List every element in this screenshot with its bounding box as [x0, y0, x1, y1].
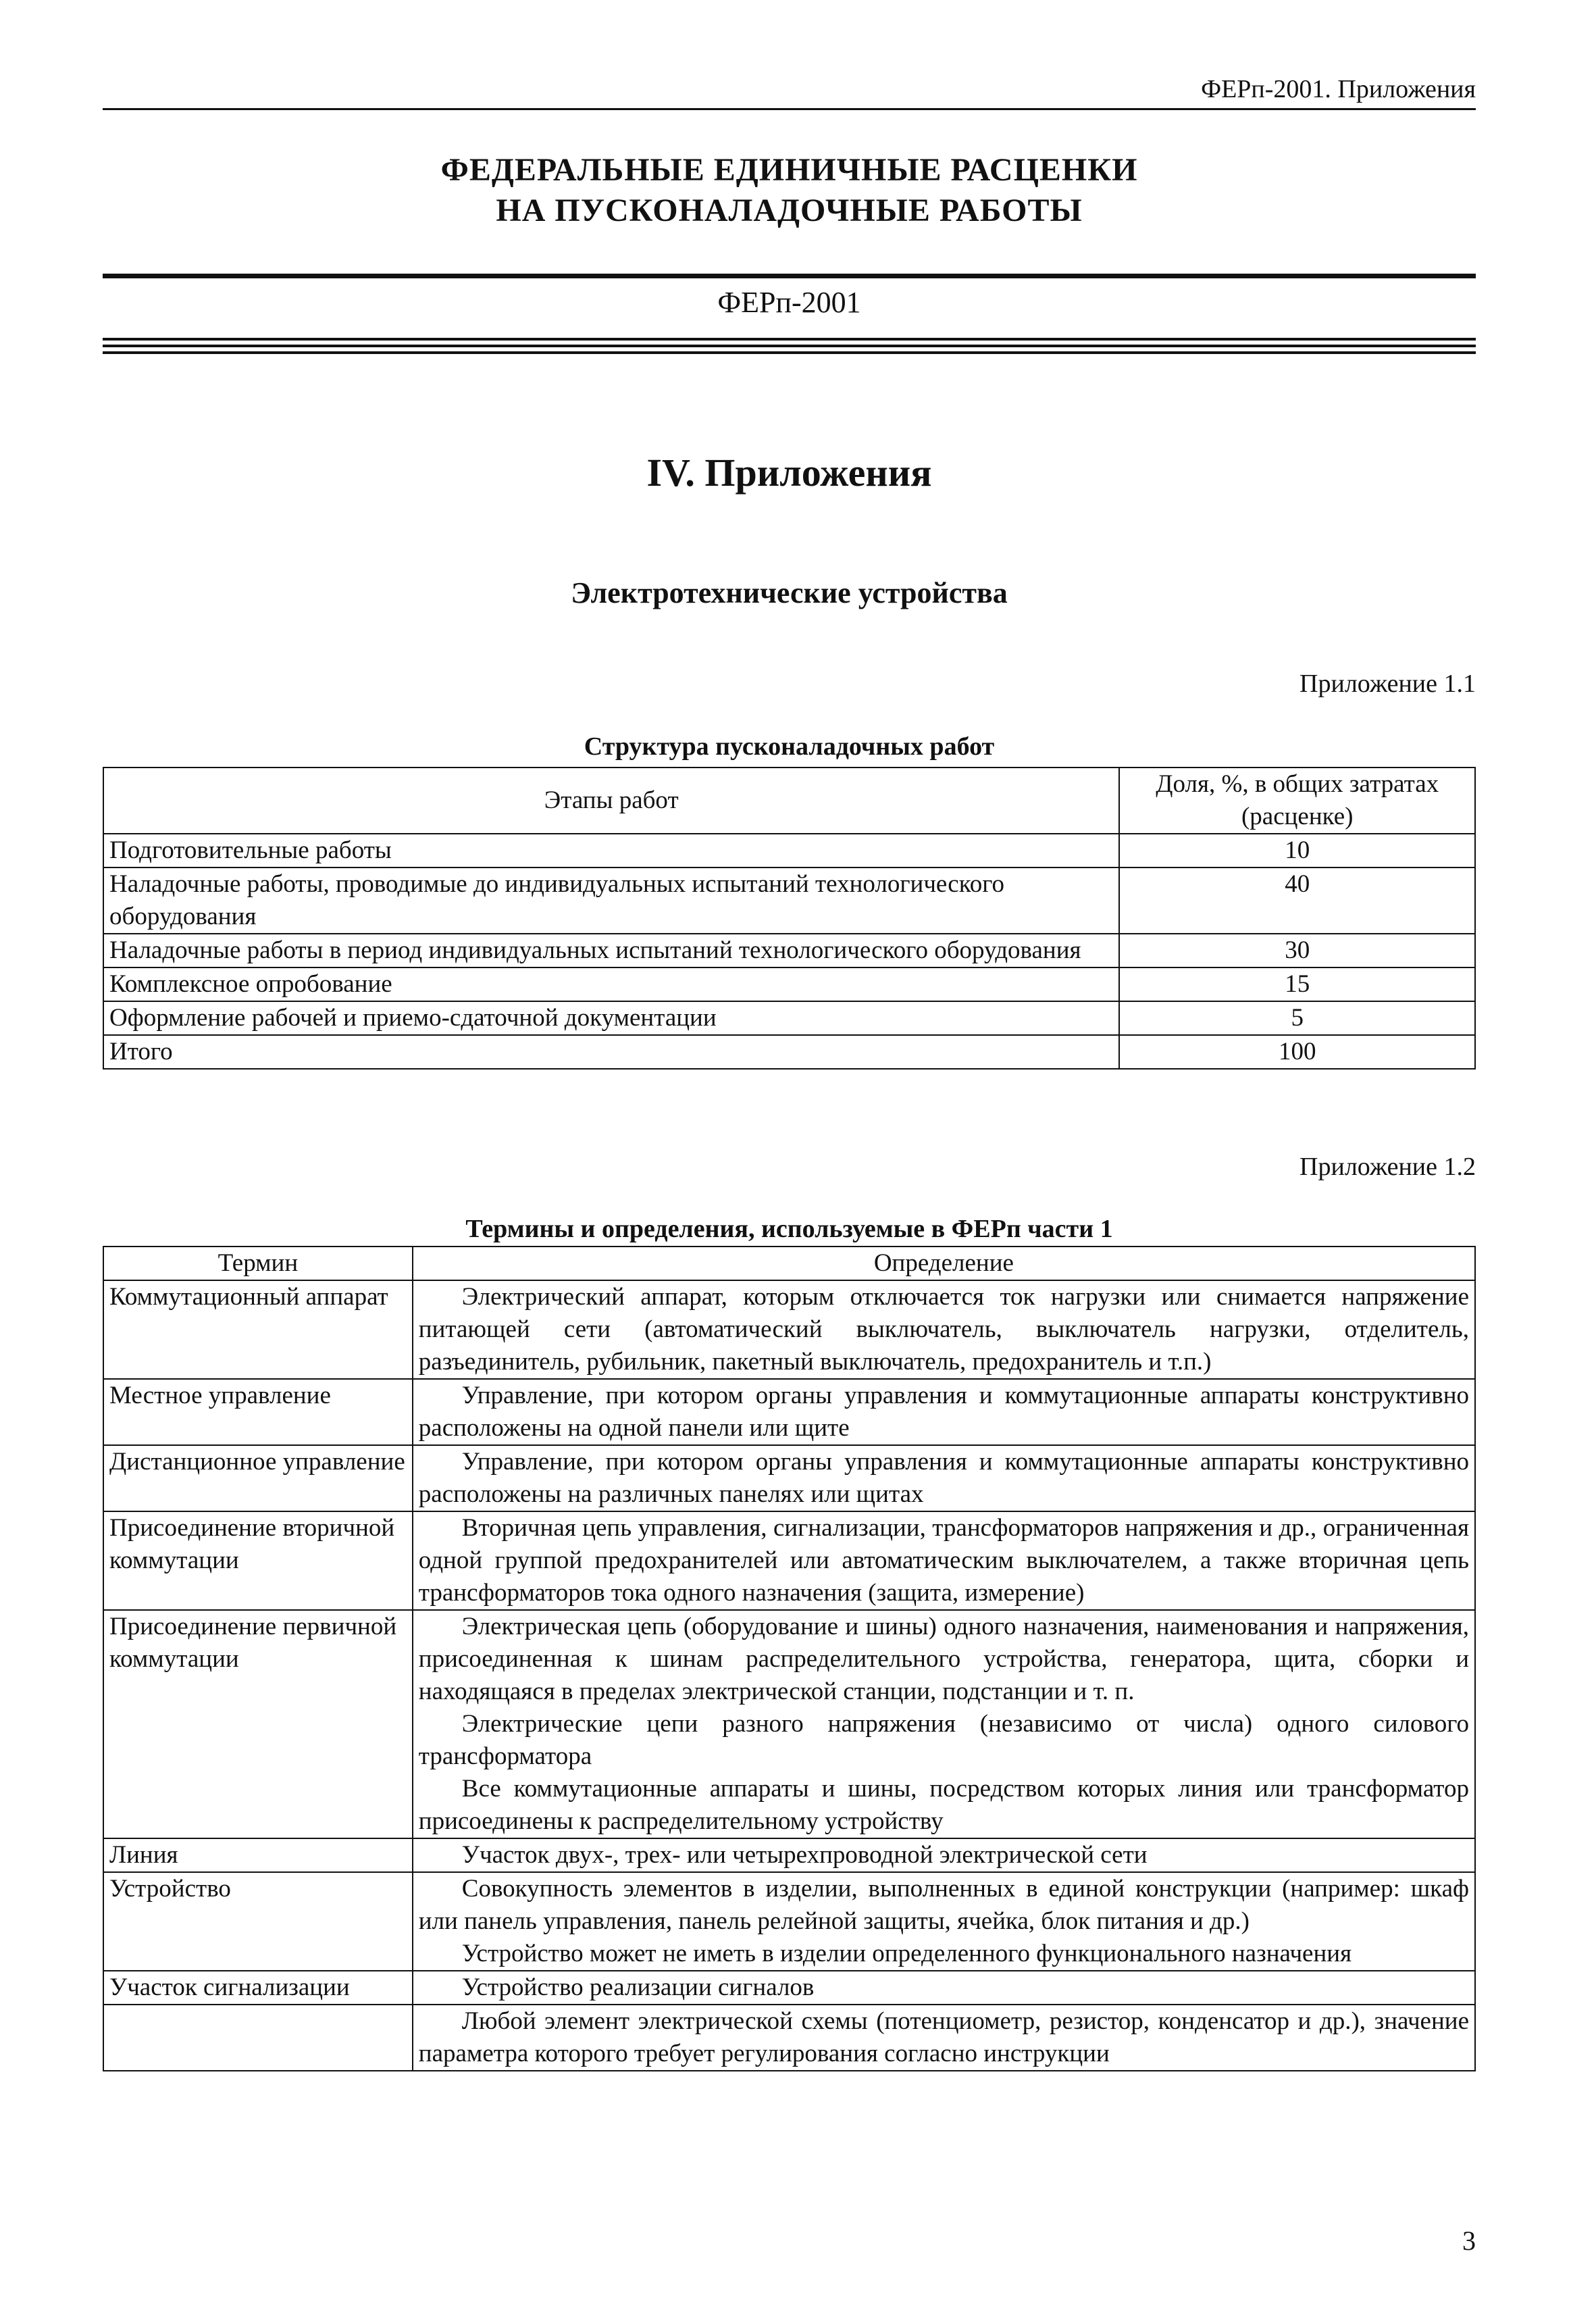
share-cell: 40: [1119, 867, 1475, 934]
definition-cell: [413, 1280, 1475, 1379]
appendix-1-1-caption: Структура пусконаладочных работ: [584, 732, 995, 761]
table-total-row: [103, 1035, 1475, 1069]
term-cell: Линия: [103, 1838, 413, 1872]
table-row: [103, 1971, 1475, 2005]
table-row: [103, 967, 1475, 1001]
table-row: [103, 1872, 1475, 1971]
term-cell: Устройство: [103, 1872, 413, 1971]
document-title: [103, 150, 1476, 231]
appendix-1-1-label: Приложение 1.1: [1299, 670, 1476, 698]
definition-paragraph: Управление, при котором органы управления и коммутационные аппараты конструктивно расположены на различных панелях или щитах: [418, 1448, 1469, 1508]
term-cell: Участок сигнализации: [103, 1971, 413, 2005]
definition-paragraph: Электрическая цепь (оборудование и шины) одного назначения, наименования и напряжения, присоединенная к шинам распределительного устройства, генератора, щита, сборки и находящаяся в пределах электрической станции, подстанции и т. п.: [418, 1613, 1469, 1705]
definition-cell: [413, 1379, 1475, 1445]
share-cell: 5: [1119, 1001, 1475, 1035]
definition-cell: [413, 2005, 1475, 2071]
definition-paragraph: Электрические цепи разного напряжения (независимо от числа) одного силового трансформатора: [418, 1710, 1469, 1770]
document-code: ФЕРп-2001: [717, 286, 861, 319]
definition-cell: [413, 1445, 1475, 1511]
work-structure-table: [103, 767, 1476, 1070]
header-definition: Определение: [413, 1247, 1475, 1280]
title-line-2: НА ПУСКОНАЛАДОЧНЫЕ РАБОТЫ: [496, 193, 1083, 228]
appendix-1-2-caption: Термины и определения, используемые в ФЕРп части 1: [465, 1215, 1113, 1243]
section-title: IV. Приложения: [646, 451, 932, 495]
stage-cell: Итого: [103, 1035, 1119, 1069]
definition-paragraph: Участок двух-, трех- или четырехпроводной электрической сети: [461, 1841, 1148, 1869]
term-cell: Дистанционное управление: [103, 1445, 413, 1511]
definition-paragraph: Устройство может не иметь в изделии определенного функционального назначения: [461, 1940, 1352, 1967]
definition-paragraph: Все коммутационные аппараты и шины, посредством которых линия или трансформатор присоединены к распределительному устройству: [418, 1775, 1469, 1835]
code-rule-2: [103, 345, 1476, 347]
share-cell: 10: [1119, 834, 1475, 867]
table-row: [103, 1001, 1475, 1035]
terms-table: [103, 1246, 1476, 2071]
table-header-row: [103, 768, 1475, 834]
term-cell: Местное управление: [103, 1379, 413, 1445]
stage-cell: Наладочные работы в период индивидуальных испытаний технологического оборудования: [103, 934, 1119, 967]
table-row: [103, 1379, 1475, 1445]
definition-cell: [413, 1971, 1475, 2005]
table-row: [103, 867, 1475, 934]
stage-cell: Оформление рабочей и приемо-сдаточной документации: [103, 1001, 1119, 1035]
table-row: [103, 934, 1475, 967]
definition-paragraph: Электрический аппарат, которым отключается ток нагрузки или снимается напряжение питающей сети (автоматический выключатель, выключатель нагрузки, отделитель, разъединитель, рубильник, пакетный выключатель, предохранитель и т.п.): [418, 1283, 1469, 1376]
header-stages: Этапы работ: [103, 768, 1119, 834]
term-cell: [103, 2005, 413, 2071]
header-rule: [103, 108, 1476, 110]
definition-cell: [413, 1610, 1475, 1838]
header-share: Доля, %, в общих затратах (расценке): [1119, 768, 1475, 834]
subsection-title: Электротехнические устройства: [571, 576, 1008, 609]
definition-cell: [413, 1511, 1475, 1610]
definition-paragraph: Управление, при котором органы управления и коммутационные аппараты конструктивно расположены на одной панели или щите: [418, 1382, 1469, 1442]
page-number: 3: [1462, 2225, 1476, 2256]
title-rule-thick: [103, 274, 1476, 278]
term-cell: Присоединение первичной коммутации: [103, 1610, 413, 1838]
running-header: ФЕРп-2001. Приложения: [1201, 75, 1476, 103]
stage-cell: Комплексное опробование: [103, 967, 1119, 1001]
table-row: [103, 1610, 1475, 1838]
term-cell: Присоединение вторичной коммутации: [103, 1511, 413, 1610]
share-cell: 30: [1119, 934, 1475, 967]
table-row: [103, 834, 1475, 867]
table-header-row: [103, 1247, 1475, 1280]
share-cell: 100: [1119, 1035, 1475, 1069]
appendix-1-2-label: Приложение 1.2: [1299, 1153, 1476, 1181]
code-rule-1: [103, 338, 1476, 341]
header-term: Термин: [103, 1247, 413, 1280]
code-rule-3: [103, 351, 1476, 354]
table-row: [103, 1280, 1475, 1379]
definition-cell: [413, 1838, 1475, 1872]
stage-cell: Подготовительные работы: [103, 834, 1119, 867]
table-row: [103, 1445, 1475, 1511]
definition-paragraph: Любой элемент электрической схемы (потенциометр, резистор, конденсатор и др.), значение параметра которого требует регулирования согласно инструкции: [418, 2007, 1469, 2067]
table-row: [103, 1511, 1475, 1610]
table-row: [103, 1838, 1475, 1872]
title-line-1: ФЕДЕРАЛЬНЫЕ ЕДИНИЧНЫЕ РАСЦЕНКИ: [440, 152, 1138, 188]
table-row: [103, 2005, 1475, 2071]
definition-paragraph: Совокупность элементов в изделии, выполненных в единой конструкции (например: шкаф или панель управления, панель релейной защиты, ячейка, блок питания и др.): [418, 1875, 1469, 1935]
definition-paragraph: Устройство реализации сигналов: [461, 1973, 815, 2001]
term-cell: Коммутационный аппарат: [103, 1280, 413, 1379]
definition-cell: [413, 1872, 1475, 1971]
stage-cell: Наладочные работы, проводимые до индивидуальных испытаний технологического оборудования: [103, 867, 1119, 934]
definition-paragraph: Вторичная цепь управления, сигнализации, трансформаторов напряжения и др., ограниченная одной группой предохранителей или автоматическим выключателем, а также вторичная цепь трансформаторов тока одного назначения (защита, измерение): [418, 1514, 1469, 1607]
share-cell: 15: [1119, 967, 1475, 1001]
